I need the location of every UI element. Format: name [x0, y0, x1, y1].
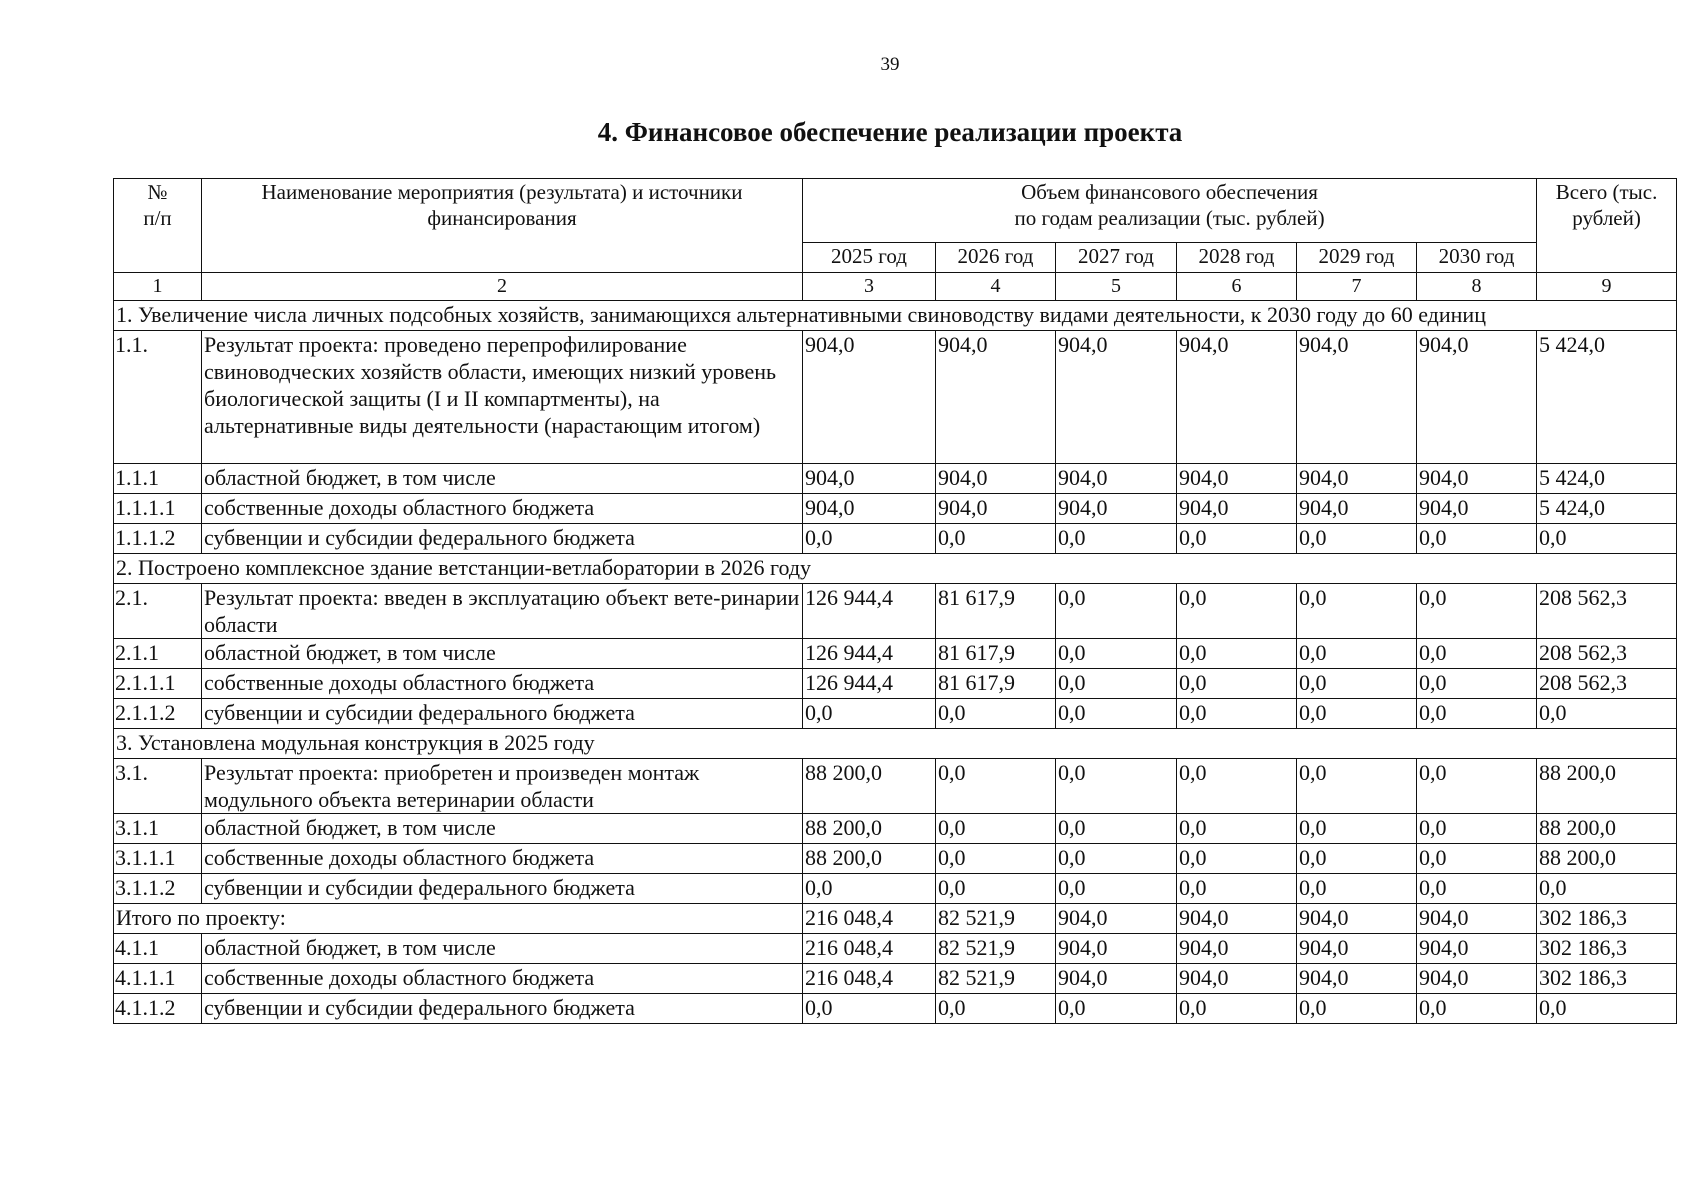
row-number: 1.1. — [114, 331, 202, 464]
year-value: 81 617,9 — [936, 669, 1056, 699]
year-value: 904,0 — [1297, 964, 1417, 994]
year-value: 0,0 — [1177, 584, 1297, 639]
total-value: 5 424,0 — [1537, 494, 1677, 524]
row-name: областной бюджет, в том числе — [202, 464, 803, 494]
year-value: 0,0 — [1177, 669, 1297, 699]
year-value: 904,0 — [1417, 904, 1537, 934]
year-value: 904,0 — [1297, 331, 1417, 464]
year-value: 0,0 — [1297, 814, 1417, 844]
year-value: 81 617,9 — [936, 584, 1056, 639]
year-value: 81 617,9 — [936, 639, 1056, 669]
table-row — [114, 524, 1677, 554]
row-name: собственные доходы областного бюджета — [202, 669, 803, 699]
row-name: собственные доходы областного бюджета — [202, 844, 803, 874]
column-number: 9 — [1537, 273, 1677, 301]
section-row — [114, 301, 1677, 331]
year-value: 904,0 — [1417, 494, 1537, 524]
total-value: 0,0 — [1537, 994, 1677, 1024]
year-value: 0,0 — [936, 759, 1056, 814]
year-value: 0,0 — [1056, 669, 1177, 699]
row-number: 3.1.1.2 — [114, 874, 202, 904]
row-name: субвенции и субсидии федерального бюджета — [202, 524, 803, 554]
year-value: 904,0 — [1417, 934, 1537, 964]
row-number: 4.1.1.2 — [114, 994, 202, 1024]
year-value: 904,0 — [1297, 494, 1417, 524]
year-value: 0,0 — [1297, 584, 1417, 639]
year-value: 0,0 — [1417, 759, 1537, 814]
year-value: 904,0 — [1297, 904, 1417, 934]
table-row — [114, 639, 1677, 669]
year-value: 904,0 — [1417, 464, 1537, 494]
year-value: 904,0 — [1297, 934, 1417, 964]
year-value: 0,0 — [1177, 759, 1297, 814]
row-number: 3.1. — [114, 759, 202, 814]
year-value: 0,0 — [1056, 844, 1177, 874]
section-row — [114, 729, 1677, 759]
year-value: 0,0 — [1297, 874, 1417, 904]
row-number: 1.1.1.2 — [114, 524, 202, 554]
total-value: 208 562,3 — [1537, 584, 1677, 639]
section-title: 3. Установлена модульная конструкция в 2025 году — [114, 729, 1677, 759]
section-title: 1. Увеличение числа личных подсобных хозяйств, занимающихся альтернативными свиноводству видами деятельности, к 2030 году до 60 единиц — [114, 301, 1677, 331]
header-total: Всего (тыс. рублей) — [1537, 179, 1677, 273]
year-value: 0,0 — [1417, 874, 1537, 904]
table-header — [114, 179, 1677, 273]
year-value: 904,0 — [1056, 464, 1177, 494]
year-value: 904,0 — [1177, 494, 1297, 524]
year-value: 0,0 — [1056, 759, 1177, 814]
year-value: 0,0 — [1297, 639, 1417, 669]
year-value: 904,0 — [1417, 964, 1537, 994]
section-row — [114, 554, 1677, 584]
column-number: 5 — [1056, 273, 1177, 301]
page-number: 39 — [880, 54, 900, 75]
table-row — [114, 874, 1677, 904]
year-value: 904,0 — [1056, 934, 1177, 964]
year-value: 126 944,4 — [803, 639, 936, 669]
column-number: 7 — [1297, 273, 1417, 301]
row-name: собственные доходы областного бюджета — [202, 964, 803, 994]
row-number: 2.1. — [114, 584, 202, 639]
row-name: субвенции и субсидии федерального бюджета — [202, 874, 803, 904]
year-value: 0,0 — [1297, 759, 1417, 814]
year-value: 0,0 — [803, 699, 936, 729]
year-value: 904,0 — [936, 494, 1056, 524]
section-title: 2. Построено комплексное здание ветстанции-ветлаборатории в 2026 году — [114, 554, 1677, 584]
year-value: 0,0 — [1417, 639, 1537, 669]
column-number: 1 — [114, 273, 202, 301]
year-value: 0,0 — [803, 524, 936, 554]
total-value: 0,0 — [1537, 699, 1677, 729]
row-number: 2.1.1.2 — [114, 699, 202, 729]
total-value: 88 200,0 — [1537, 844, 1677, 874]
table-row — [114, 669, 1677, 699]
table-row — [114, 699, 1677, 729]
year-value: 88 200,0 — [803, 759, 936, 814]
year-value: 82 521,9 — [936, 964, 1056, 994]
year-value: 0,0 — [1177, 639, 1297, 669]
year-value: 0,0 — [936, 874, 1056, 904]
column-number: 4 — [936, 273, 1056, 301]
row-number: 4.1.1.1 — [114, 964, 202, 994]
year-value: 904,0 — [1056, 331, 1177, 464]
row-number: 3.1.1.1 — [114, 844, 202, 874]
total-value: 5 424,0 — [1537, 464, 1677, 494]
year-value: 126 944,4 — [803, 669, 936, 699]
table-row — [114, 964, 1677, 994]
year-value: 0,0 — [1056, 874, 1177, 904]
header-num: № п/п — [114, 179, 202, 273]
year-value: 0,0 — [1056, 994, 1177, 1024]
table-row — [114, 934, 1677, 964]
year-value: 0,0 — [1056, 814, 1177, 844]
year-value: 0,0 — [1177, 524, 1297, 554]
year-value: 0,0 — [1056, 524, 1177, 554]
year-value: 0,0 — [1417, 814, 1537, 844]
total-value: 302 186,3 — [1537, 934, 1677, 964]
column-number: 3 — [803, 273, 936, 301]
year-value: 904,0 — [1056, 494, 1177, 524]
year-value: 0,0 — [936, 844, 1056, 874]
year-value: 0,0 — [936, 994, 1056, 1024]
year-value: 0,0 — [1177, 844, 1297, 874]
year-value: 0,0 — [1297, 669, 1417, 699]
total-value: 88 200,0 — [1537, 814, 1677, 844]
year-value: 0,0 — [1417, 699, 1537, 729]
year-value: 904,0 — [1056, 964, 1177, 994]
year-value: 0,0 — [1177, 994, 1297, 1024]
year-value: 904,0 — [1177, 904, 1297, 934]
year-value: 0,0 — [1417, 584, 1537, 639]
page-title: 4. Финансовое обеспечение реализации проекта — [597, 117, 1183, 147]
year-value: 216 048,4 — [803, 964, 936, 994]
row-number: 4.1.1 — [114, 934, 202, 964]
year-value: 216 048,4 — [803, 904, 936, 934]
row-name: Результат проекта: приобретен и произведен монтаж модульного объекта ветеринарии области — [202, 759, 803, 814]
row-name: субвенции и субсидии федерального бюджета — [202, 699, 803, 729]
year-value: 126 944,4 — [803, 584, 936, 639]
total-value: 0,0 — [1537, 524, 1677, 554]
year-value: 82 521,9 — [936, 904, 1056, 934]
header-volume: Объем финансового обеспечения по годам реализации (тыс. рублей) — [803, 179, 1537, 243]
table-body — [114, 273, 1677, 1024]
header-year: 2026 год — [936, 243, 1056, 273]
year-value: 0,0 — [936, 814, 1056, 844]
row-name: областной бюджет, в том числе — [202, 934, 803, 964]
row-number: 1.1.1 — [114, 464, 202, 494]
row-name: субвенции и субсидии федерального бюджета — [202, 994, 803, 1024]
year-value: 0,0 — [1417, 994, 1537, 1024]
year-value: 0,0 — [1297, 844, 1417, 874]
year-value: 904,0 — [1177, 934, 1297, 964]
year-value: 0,0 — [1297, 994, 1417, 1024]
row-name: областной бюджет, в том числе — [202, 639, 803, 669]
table-row — [114, 994, 1677, 1024]
total-value: 302 186,3 — [1537, 964, 1677, 994]
table-row — [114, 494, 1677, 524]
totals-row — [114, 904, 1677, 934]
header-year: 2025 год — [803, 243, 936, 273]
year-value: 0,0 — [1056, 699, 1177, 729]
year-value: 904,0 — [803, 494, 936, 524]
year-value: 0,0 — [1177, 699, 1297, 729]
table-row — [114, 464, 1677, 494]
year-value: 88 200,0 — [803, 844, 936, 874]
year-value: 904,0 — [1056, 904, 1177, 934]
total-value: 88 200,0 — [1537, 759, 1677, 814]
table-row — [114, 814, 1677, 844]
table-row — [114, 584, 1677, 639]
column-number: 6 — [1177, 273, 1297, 301]
year-value: 0,0 — [1177, 814, 1297, 844]
year-value: 0,0 — [1297, 699, 1417, 729]
year-value: 0,0 — [936, 524, 1056, 554]
year-value: 904,0 — [1177, 464, 1297, 494]
year-value: 82 521,9 — [936, 934, 1056, 964]
year-value: 88 200,0 — [803, 814, 936, 844]
year-value: 0,0 — [1297, 524, 1417, 554]
total-value: 208 562,3 — [1537, 639, 1677, 669]
header-year: 2028 год — [1177, 243, 1297, 273]
year-value: 0,0 — [1417, 669, 1537, 699]
row-number: 2.1.1 — [114, 639, 202, 669]
year-value: 904,0 — [1417, 331, 1537, 464]
row-number: 3.1.1 — [114, 814, 202, 844]
year-value: 904,0 — [936, 331, 1056, 464]
row-number: 2.1.1.1 — [114, 669, 202, 699]
year-value: 0,0 — [1417, 524, 1537, 554]
year-value: 0,0 — [1177, 874, 1297, 904]
year-value: 0,0 — [936, 699, 1056, 729]
row-name: Результат проекта: введен в эксплуатацию объект вете-ринарии области — [202, 584, 803, 639]
financing-table — [113, 178, 1677, 1024]
total-value: 302 186,3 — [1537, 904, 1677, 934]
row-name: областной бюджет, в том числе — [202, 814, 803, 844]
year-value: 0,0 — [803, 994, 936, 1024]
year-value: 904,0 — [936, 464, 1056, 494]
year-value: 0,0 — [803, 874, 936, 904]
total-value: 208 562,3 — [1537, 669, 1677, 699]
header-year: 2027 год — [1056, 243, 1177, 273]
totals-label: Итого по проекту: — [114, 904, 803, 934]
year-value: 904,0 — [1297, 464, 1417, 494]
year-value: 216 048,4 — [803, 934, 936, 964]
year-value: 904,0 — [803, 464, 936, 494]
header-year: 2030 год — [1417, 243, 1537, 273]
table-row — [114, 759, 1677, 814]
row-number: 1.1.1.1 — [114, 494, 202, 524]
year-value: 904,0 — [1177, 964, 1297, 994]
column-number: 2 — [202, 273, 803, 301]
table-row — [114, 331, 1677, 464]
header-year: 2029 год — [1297, 243, 1417, 273]
column-number-row — [114, 273, 1677, 301]
column-number: 8 — [1417, 273, 1537, 301]
table-row — [114, 844, 1677, 874]
total-value: 5 424,0 — [1537, 331, 1677, 464]
header-name: Наименование мероприятия (результата) и источники финансирования — [202, 179, 803, 273]
year-value: 0,0 — [1056, 639, 1177, 669]
row-name: Результат проекта: проведено перепрофилирование свиноводческих хозяйств области, имеющих низкий уровень биологической защиты (I и II компартменты), на альтернативные виды деятельности (нарастающим итогом) — [202, 331, 803, 464]
year-value: 0,0 — [1056, 584, 1177, 639]
row-name: собственные доходы областного бюджета — [202, 494, 803, 524]
year-value: 0,0 — [1417, 844, 1537, 874]
year-value: 904,0 — [1177, 331, 1297, 464]
total-value: 0,0 — [1537, 874, 1677, 904]
year-value: 904,0 — [803, 331, 936, 464]
